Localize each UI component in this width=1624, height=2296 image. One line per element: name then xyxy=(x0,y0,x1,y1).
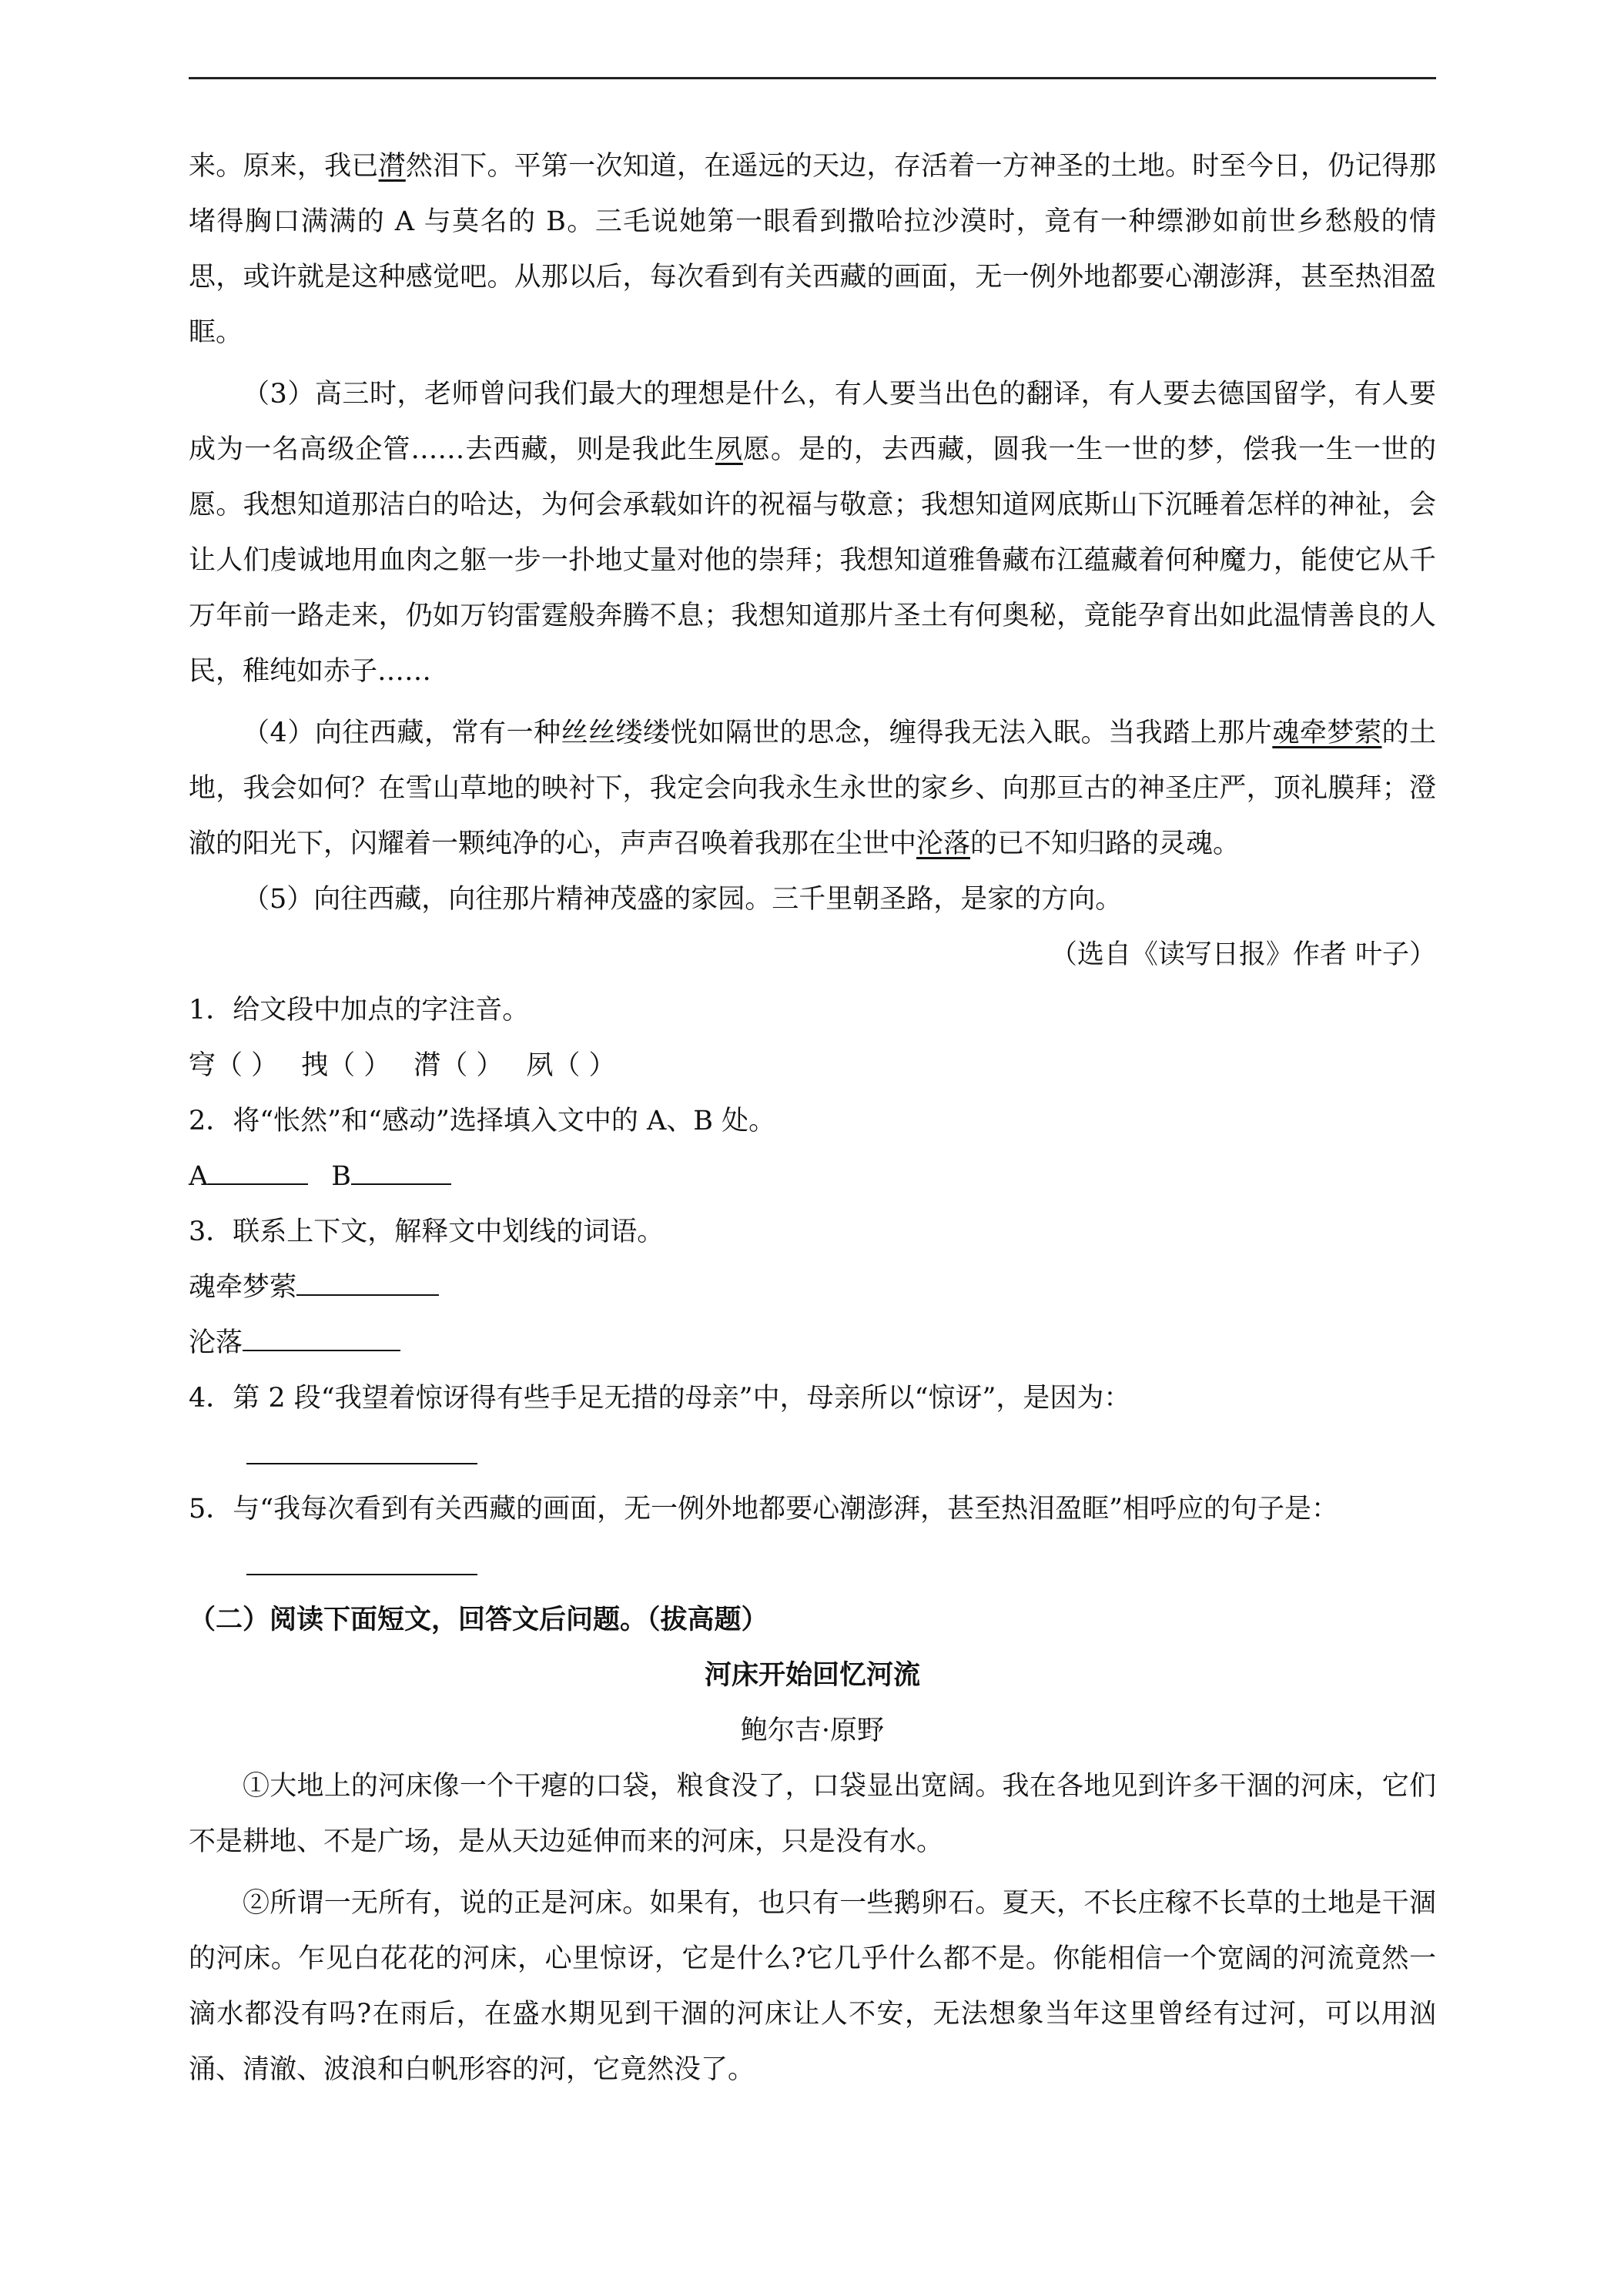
answer-blank-word-2[interactable] xyxy=(243,1320,400,1351)
question-1: 1．给文段中加点的字注音。 xyxy=(189,995,530,1026)
passage-paragraph-4: （4）向往西藏，常有一种丝丝缕缕恍如隔世的思念，缠得我无法入眠。当我踏上那片魂牵梦萦的土地，我会如何？在雪山草地的映衬下，我定会向我永生永世的家乡、向那亘古的神圣庄严，顶礼膜拜；澄澈的阳光下，闪耀着一颗纯净的心，声声召唤着我那在尘世中沦落的已不知归路的灵魂。 xyxy=(189,718,1436,859)
dotted-char: 夙 xyxy=(715,434,743,465)
answer-line-q4[interactable] xyxy=(189,1426,1436,1481)
answer-blank-word-1[interactable] xyxy=(296,1265,439,1296)
passage-source: （选自《读写日报》作者 叶子） xyxy=(1050,939,1436,970)
question-2: 2．将“怅然”和“感动”选择填入文中的 A、B 处。 xyxy=(189,1106,776,1136)
article-title: 河床开始回忆河流 xyxy=(704,1659,920,1691)
document-content xyxy=(189,139,1436,2097)
question-2-blanks: A B xyxy=(189,1149,1436,1204)
article-paragraph-1: ①大地上的河床像一个干瘪的口袋，粮食没了，口袋显出宽阔。我在各地见到许多干涸的河床，它们不是耕地、不是广场，是从天边延伸而来的河床，只是没有水。 xyxy=(189,1771,1436,1857)
dotted-char: 潸 xyxy=(378,151,406,182)
article-paragraph-2: ②所谓一无所有，说的正是河床。如果有，也只有一些鹅卵石。夏天，不长庄稼不长草的土地是干涸的河床。乍见白花花的河床，心里惊讶，它是什么?它几乎什么都不是。你能相信一个宽阔的河流竟然一滴水都没有吗?在雨后，在盛水期见到干涸的河床让人不安，无法想象当年这里曾经有过河，可以用汹涌、清澈、波浪和白帆形容的河，它竟然没了。 xyxy=(189,1888,1436,2085)
question-3-word-2: 沦落 xyxy=(189,1315,1436,1371)
passage-paragraph-2-continued: 来。原来，我已潸然泪下。平第一次知道，在遥远的天边，存活着一方神圣的土地。时至今日，仍记得那堵得胸口满满的 A 与莫名的 B。三毛说她第一眼看到撒哈拉沙漠时，竟有一种缥渺如前世乡愁般的情思，或许就是这种感觉吧。从那以后，每次看到有关西藏的画面，无一例外地都要心潮澎湃，甚至热泪盈眶。 xyxy=(189,151,1436,348)
question-5: 5．与“我每次看到有关西藏的画面，无一例外地都要心潮澎湃，甚至热泪盈眶”相呼应的句子是： xyxy=(189,1494,1339,1525)
underlined-word: 沦落 xyxy=(916,828,971,859)
question-3: 3．联系上下文，解释文中划线的词语。 xyxy=(189,1217,665,1247)
answer-line-q5[interactable] xyxy=(189,1537,1436,1592)
answer-blank-b[interactable] xyxy=(351,1154,451,1185)
answer-blank-a[interactable] xyxy=(208,1154,308,1185)
question-1-items: 穹（ ） 拽（ ） 潸（ ） 夙（ ） xyxy=(189,1050,616,1081)
question-4: 4．第 2 段“我望着惊讶得有些手足无措的母亲”中，母亲所以“惊讶”，是因为： xyxy=(189,1383,1131,1414)
underlined-word: 魂牵梦萦 xyxy=(1272,718,1382,748)
answer-rule xyxy=(246,1574,477,1575)
question-3-word-1: 魂牵梦萦 xyxy=(189,1260,1436,1315)
header-rule xyxy=(189,77,1436,79)
article-author: 鲍尔吉·原野 xyxy=(740,1715,885,1746)
section-2-heading: （二）阅读下面短文，回答文后问题。（拔高题） xyxy=(189,1604,768,1635)
passage-paragraph-5: （5）向往西藏，向往那片精神茂盛的家园。三千里朝圣路，是家的方向。 xyxy=(243,884,1123,915)
answer-rule xyxy=(246,1463,477,1464)
passage-paragraph-3: （3）高三时，老师曾问我们最大的理想是什么，有人要当出色的翻译，有人要去德国留学，有人要成为一名高级企管……去西藏，则是我此生夙愿。是的，去西藏，圆我一生一世的梦，偿我一生一世的愿。我想知道那洁白的哈达，为何会承载如许的祝福与敬意；我想知道网底斯山下沉睡着怎样的神祉，会让人们虔诚地用血肉之躯一步一扑地丈量对他的崇拜；我想知道雅鲁藏布江蕴藏着何种魔力，能使它从千万年前一路走来，仍如万钧雷霆般奔腾不息；我想知道那片圣土有何奥秘，竟能孕育出如此温情善良的人民，稚纯如赤子…… xyxy=(189,379,1436,687)
